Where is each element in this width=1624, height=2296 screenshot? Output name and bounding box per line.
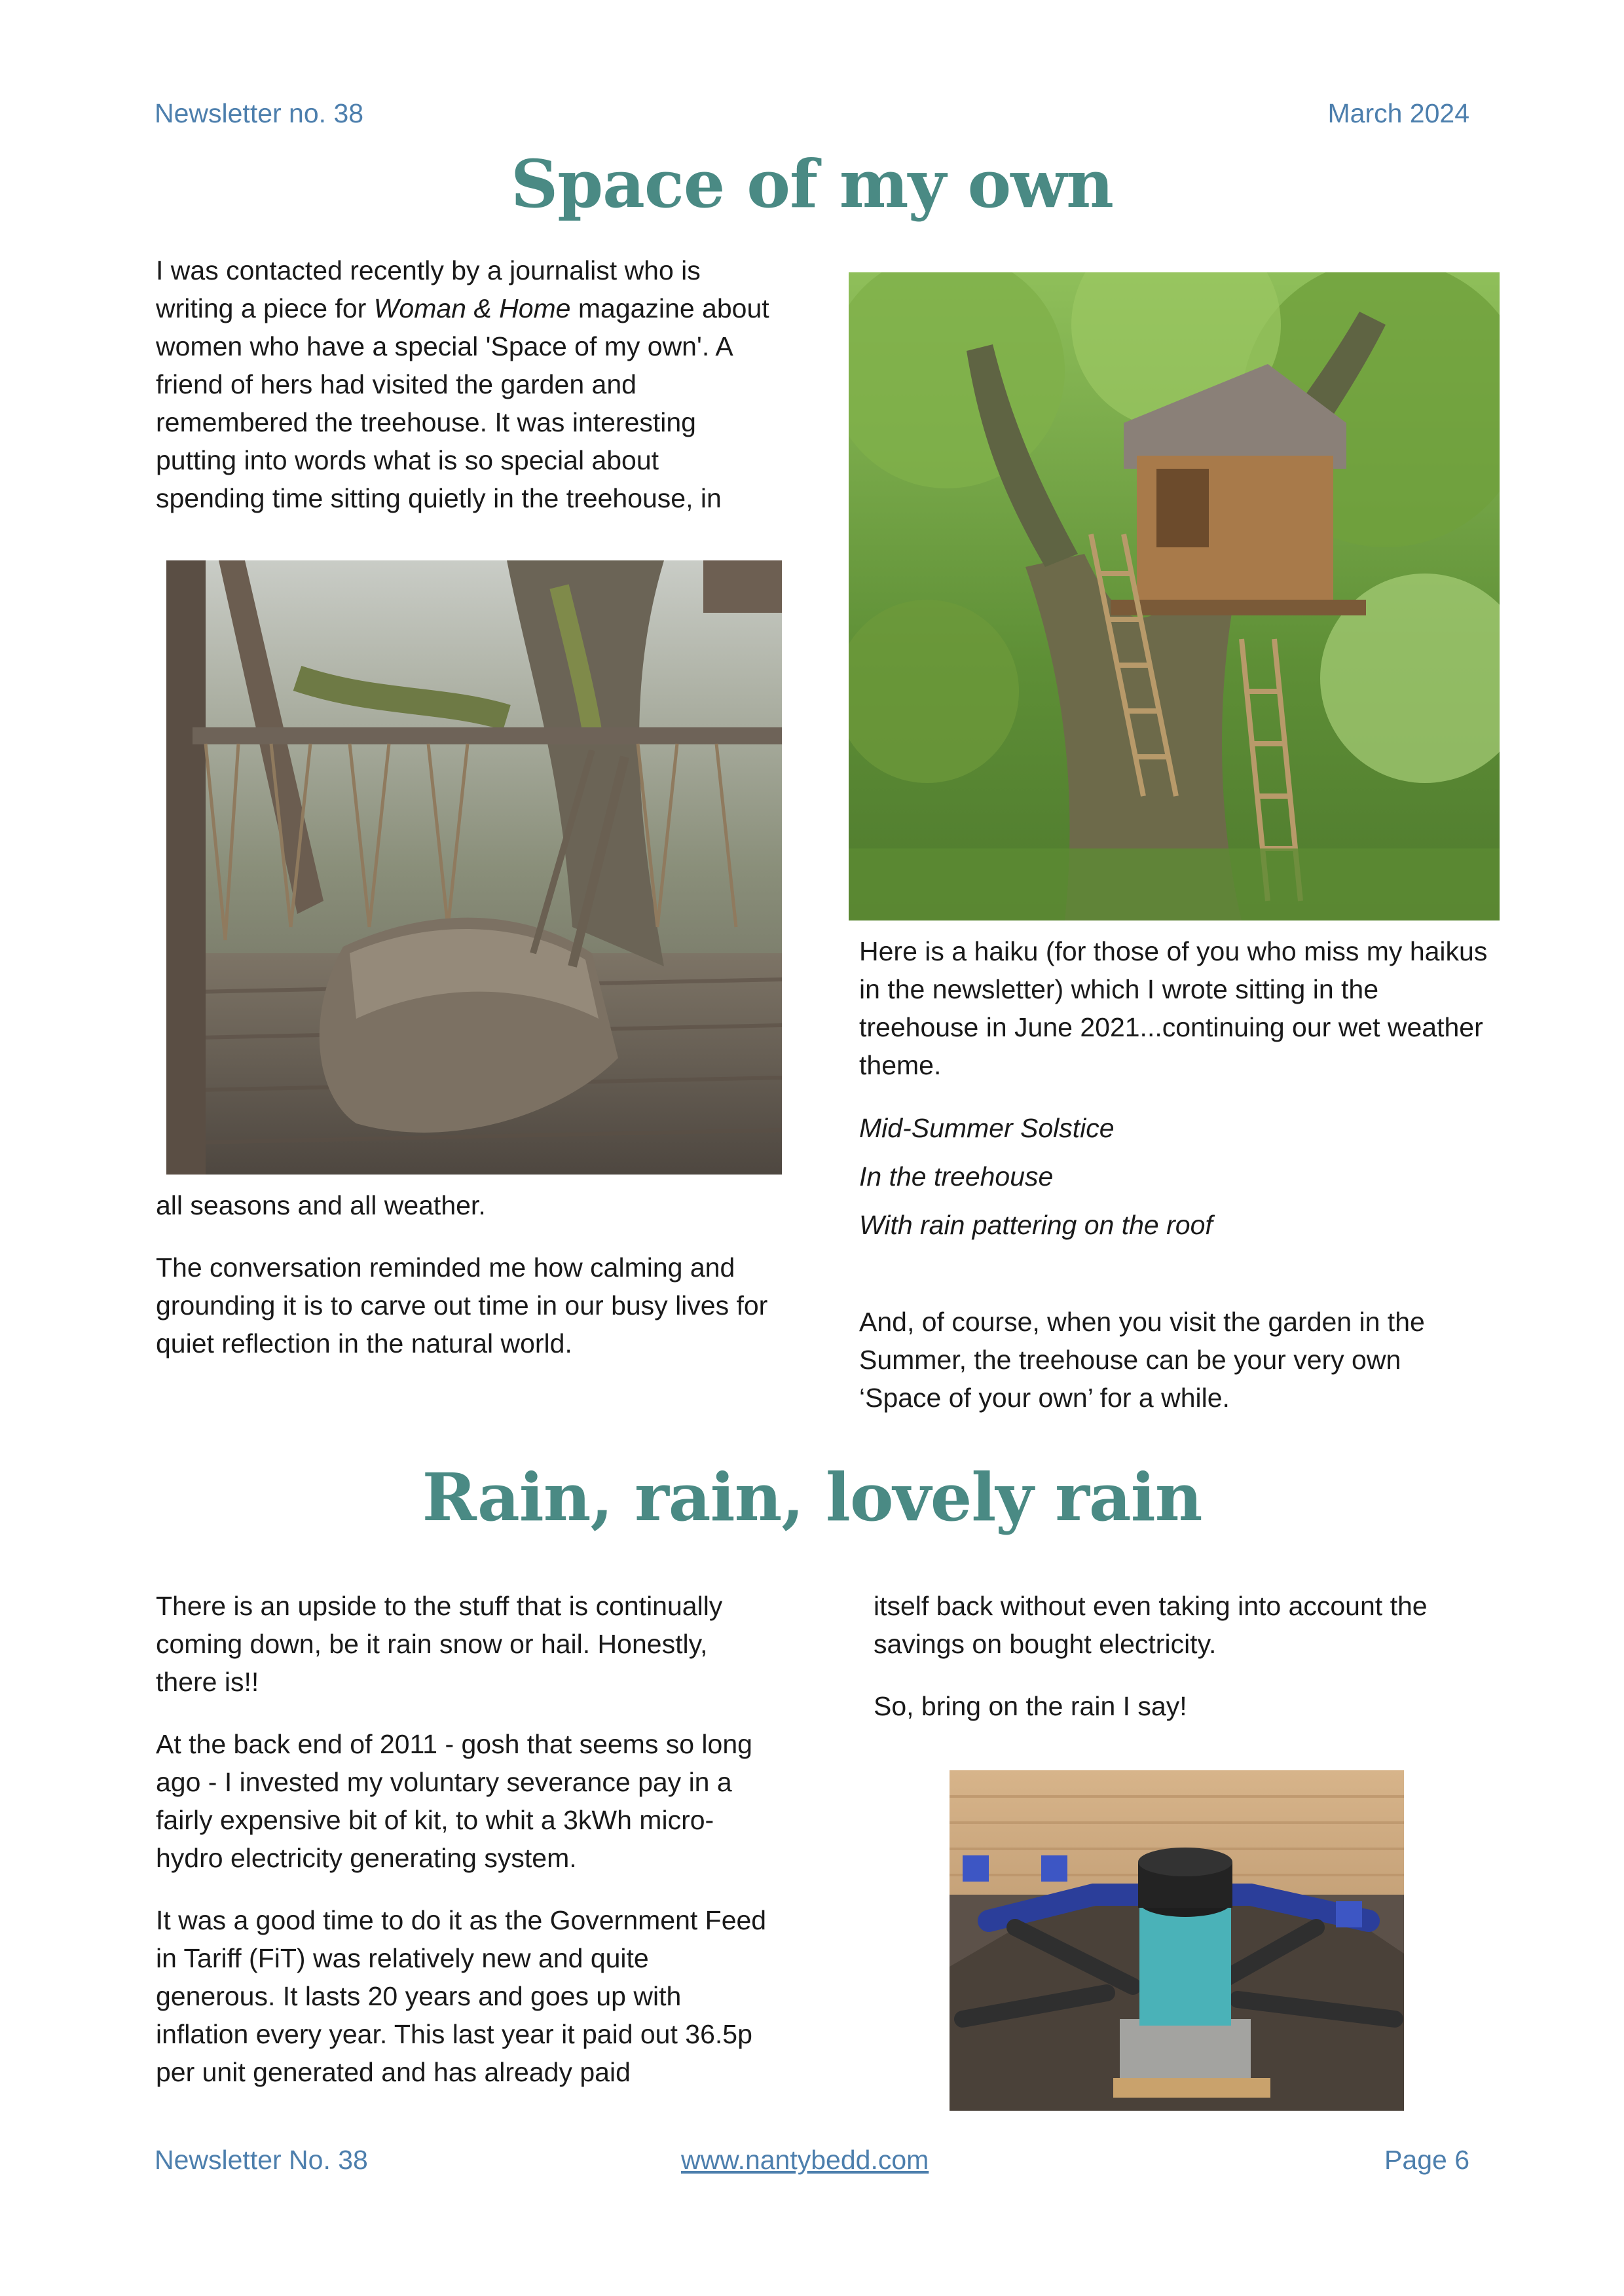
article1-intro-paragraph bbox=[156, 251, 771, 517]
article1-closing bbox=[859, 1303, 1488, 1417]
haiku-line-1: Mid-Summer Solstice bbox=[859, 1113, 1115, 1143]
article1-left-continuation bbox=[156, 1186, 771, 1362]
haiku-poem bbox=[859, 1109, 1488, 1254]
rain-paragraph-4: itself back without even taking into account the savings on bought electricity. bbox=[874, 1591, 1428, 1659]
haiku-intro-paragraph: Here is a haiku (for those of you who miss my haikus in the newsletter) which I wrote sitting in the treehouse in June 2021...continuing our wet weather theme. bbox=[859, 936, 1488, 1080]
haiku-line-2: In the treehouse bbox=[859, 1161, 1054, 1192]
header-newsletter-number: Newsletter no. 38 bbox=[155, 98, 364, 128]
rain-paragraph-5: So, bring on the rain I say! bbox=[874, 1691, 1187, 1721]
treehouse-chair-photo bbox=[166, 560, 782, 1175]
article2-left-column bbox=[156, 1587, 771, 2091]
rain-paragraph-2: At the back end of 2011 - gosh that seems so long ago - I invested my voluntary severance pay in a fairly expensive bit of kit, to whit a 3kWh micro-hydro electricity generating system. bbox=[156, 1729, 752, 1873]
intro-text-after: magazine about women who have a special 'Space of my own'. A friend of hers had visited the garden and remembered the treehouse. It was interesting putting into words what is so special about spending time sitting quietly in the treehouse, in bbox=[156, 293, 769, 513]
haiku-line-3: With rain pattering on the roof bbox=[859, 1210, 1213, 1240]
header-date: March 2024 bbox=[1327, 98, 1469, 128]
rain-paragraph-3: It was a good time to do it as the Government Feed in Tariff (FiT) was relatively new and quite generous. It lasts 20 years and goes up with inflation every year. This last year it paid out 36.5p per unit generated and has already paid bbox=[156, 1905, 767, 2087]
article-title-space-of-my-own: Space of my own bbox=[510, 145, 1113, 223]
reflection-paragraph: The conversation reminded me how calming and grounding it is to carve out time in our busy lives for quiet reflection in the natural world. bbox=[156, 1252, 768, 1358]
footer-page-number: Page 6 bbox=[1384, 2145, 1469, 2175]
footer-newsletter-number: Newsletter No. 38 bbox=[155, 2145, 368, 2175]
intro-text-before: I was contacted recently by a journalist who is writing a piece for bbox=[156, 255, 701, 323]
closing-paragraph: And, of course, when you visit the garden in the Summer, the treehouse can be your very own ‘Space of your own’ for a while. bbox=[859, 1307, 1425, 1413]
micro-hydro-turbine-photo bbox=[950, 1770, 1404, 2111]
magazine-name: Woman & Home bbox=[373, 293, 571, 323]
footer-website-link[interactable]: www.nantybedd.com bbox=[681, 2145, 929, 2175]
article-title-rain: Rain, rain, lovely rain bbox=[422, 1459, 1202, 1536]
article1-intro-block bbox=[156, 251, 771, 517]
article2-right-column bbox=[874, 1587, 1489, 1725]
continuation-paragraph: all seasons and all weather. bbox=[156, 1190, 486, 1220]
rain-paragraph-1: There is an upside to the stuff that is continually coming down, be it rain snow or hail. Honestly, there is!! bbox=[156, 1591, 723, 1697]
treehouse-photo bbox=[849, 272, 1500, 920]
article1-right-column bbox=[859, 932, 1488, 1084]
